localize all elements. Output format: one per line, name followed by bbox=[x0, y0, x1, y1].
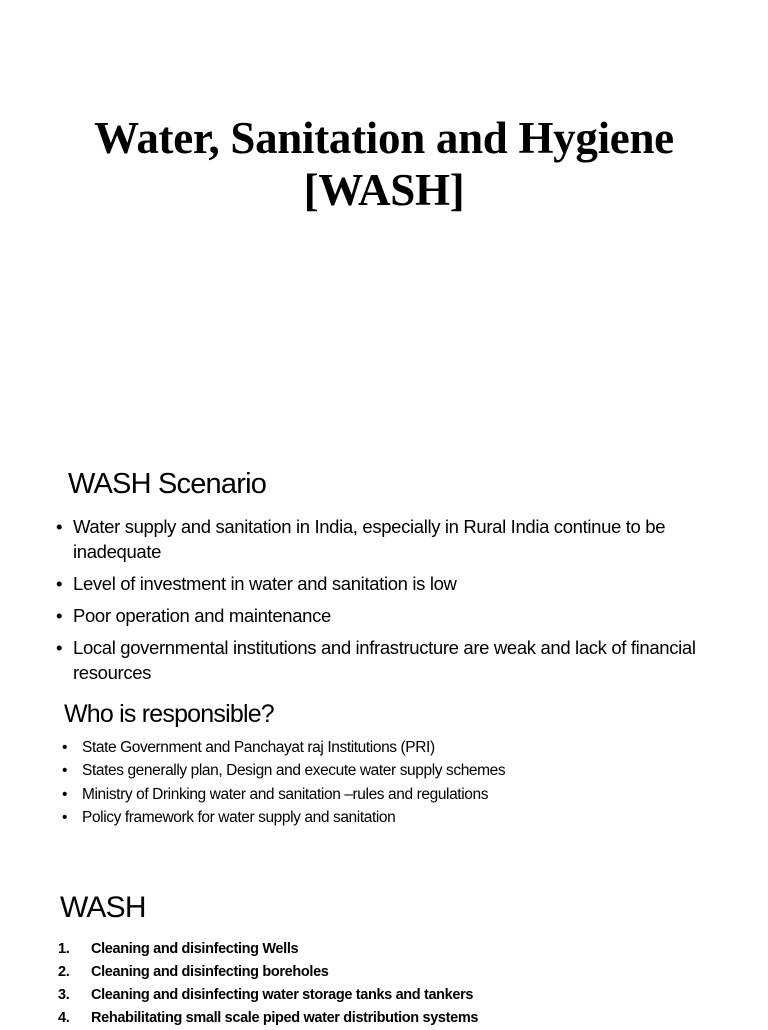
bullet-icon: • bbox=[62, 808, 68, 826]
bullet-icon: • bbox=[56, 573, 63, 594]
bullet-icon: • bbox=[62, 785, 68, 803]
list-item bbox=[56, 571, 736, 596]
list-item-text: Cleaning and disinfecting Wells bbox=[91, 941, 299, 957]
list-item-text: Level of investment in water and sanitation is low bbox=[73, 573, 457, 594]
responsible-bullet-list bbox=[62, 736, 662, 829]
list-item bbox=[62, 806, 662, 829]
slide-title bbox=[0, 112, 768, 216]
list-item bbox=[56, 635, 736, 685]
scenario-bullet-list bbox=[56, 514, 736, 692]
list-item bbox=[62, 759, 662, 782]
list-item-text: Cleaning and disinfecting boreholes bbox=[91, 964, 329, 980]
list-item bbox=[62, 736, 662, 759]
bullet-icon: • bbox=[56, 516, 63, 537]
heading-wash-scenario: WASH Scenario bbox=[68, 468, 267, 500]
bullet-icon: • bbox=[62, 739, 68, 756]
list-item bbox=[58, 938, 678, 961]
list-item-text: Poor operation and maintenance bbox=[73, 605, 331, 626]
list-item bbox=[56, 514, 736, 564]
bullet-icon: • bbox=[56, 605, 63, 626]
heading-wash: WASH bbox=[60, 891, 146, 924]
title-line-1: Water, Sanitation and Hygiene bbox=[94, 113, 674, 163]
list-item-text: Water supply and sanitation in India, especially in Rural India continue to be inadequate bbox=[73, 516, 666, 562]
list-item-text: Rehabilitating small scale piped water distribution systems bbox=[91, 1010, 479, 1026]
list-item bbox=[58, 984, 678, 1007]
bullet-icon: • bbox=[62, 762, 68, 780]
list-item-text: Policy framework for water supply and sanitation bbox=[82, 808, 396, 826]
list-item-text: Local governmental institutions and infrastructure are weak and lack of financial resources bbox=[73, 637, 696, 683]
list-number: 2. bbox=[58, 964, 70, 980]
list-number: 3. bbox=[58, 987, 70, 1003]
bullet-icon: • bbox=[56, 637, 63, 658]
title-line-2: [WASH] bbox=[303, 165, 465, 215]
list-item bbox=[58, 961, 678, 984]
list-item-text: States generally plan, Design and execute water supply schemes bbox=[82, 762, 506, 780]
list-item-text: Cleaning and disinfecting water storage tanks and tankers bbox=[91, 987, 474, 1003]
list-item-text: Ministry of Drinking water and sanitation –rules and regulations bbox=[82, 785, 489, 803]
wash-numbered-list bbox=[58, 938, 678, 1030]
list-item bbox=[58, 1007, 678, 1030]
list-number: 1. bbox=[58, 941, 70, 957]
list-item bbox=[62, 783, 662, 806]
heading-who-is-responsible: Who is responsible? bbox=[64, 700, 274, 728]
list-item-text: State Government and Panchayat raj Institutions (PRI) bbox=[82, 739, 435, 756]
list-item bbox=[56, 603, 736, 628]
list-number: 4. bbox=[58, 1010, 70, 1026]
